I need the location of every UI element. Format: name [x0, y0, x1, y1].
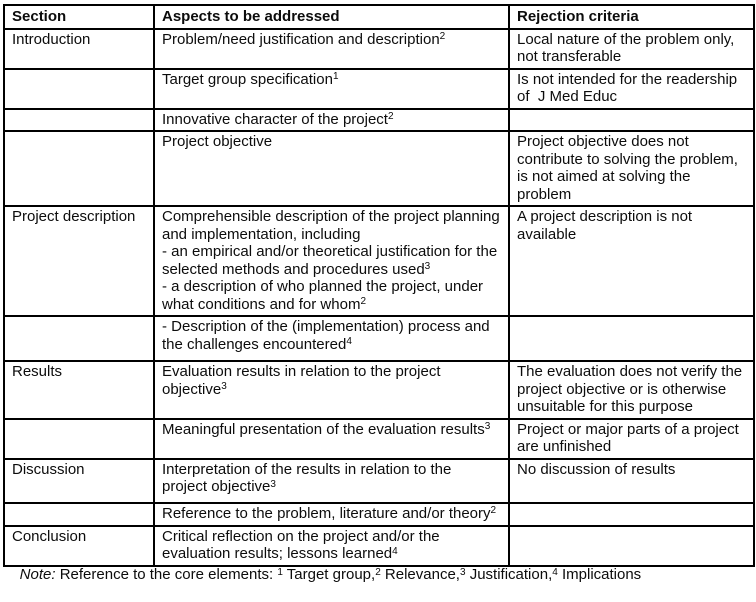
table-row	[4, 29, 754, 69]
cell-line: Discussion	[12, 460, 85, 478]
superscript-marker: 3	[424, 261, 431, 272]
cell-line: of J Med Educ	[517, 88, 618, 105]
rejection-cell	[509, 69, 754, 109]
cell-line: objective$^3$	[162, 380, 227, 398]
cell-line: Project objective	[162, 133, 273, 150]
cell-line: evaluation results; lessons learned$^4$	[162, 545, 398, 562]
cell-line: - a description of who planned the project, under	[162, 278, 484, 295]
superscript-marker: 1	[277, 566, 283, 578]
rejection-cell	[509, 503, 754, 526]
table-row	[4, 503, 754, 526]
section-cell	[4, 316, 154, 361]
column-header: Rejection criteria	[509, 5, 754, 29]
table-row	[4, 316, 754, 361]
section-cell	[4, 459, 154, 503]
cell-line: and implementation, including	[162, 225, 361, 243]
superscript-marker: 3	[459, 566, 466, 578]
table-row	[4, 69, 754, 109]
superscript-marker: 4	[552, 566, 558, 578]
rejection-cell	[509, 109, 754, 132]
superscript-marker: 4	[346, 336, 352, 347]
cell-line: not transferable	[517, 48, 622, 65]
superscript-marker: 3	[270, 478, 276, 490]
cell-line: Critical reflection on the project and/or the	[162, 527, 440, 545]
superscript-marker: 2	[490, 505, 497, 516]
column-header: Section	[4, 5, 154, 29]
superscript-marker: 2	[360, 296, 367, 307]
table-row	[4, 361, 754, 419]
superscript-marker: 2	[387, 111, 394, 122]
rejection-cell	[509, 131, 754, 206]
cell-line: Conclusion	[12, 527, 87, 545]
aspects-cell	[154, 419, 509, 459]
rejection-cell	[509, 29, 754, 69]
cell-line: are unfinished	[517, 438, 612, 455]
superscript-marker: 1	[332, 71, 339, 82]
section-cell	[4, 69, 154, 109]
cell-line: Innovative character of the project$^2$	[162, 110, 394, 128]
cell-line: The evaluation does not verify the	[517, 363, 743, 380]
table-row	[4, 206, 754, 316]
superscript-marker: 3	[221, 381, 227, 392]
header-row	[4, 5, 754, 29]
aspects-cell	[154, 109, 509, 132]
rejection-cell	[509, 206, 754, 316]
rejection-cell	[509, 361, 754, 419]
table-note	[3, 545, 642, 602]
table-body	[4, 29, 754, 566]
aspects-cell	[154, 29, 509, 69]
table-row	[4, 419, 754, 459]
cell-line: Results	[12, 363, 63, 380]
cell-line: Comprehensible description of the project planning	[162, 208, 500, 225]
cell-line: - an empirical and/or theoretical justification for the	[162, 243, 498, 260]
cell-line: Project description	[12, 208, 136, 225]
aspects-cell	[154, 206, 509, 316]
table-row	[4, 459, 754, 503]
cell-line: - Description of the (implementation) process and	[162, 318, 490, 335]
table-header	[4, 5, 754, 29]
cell-line: Project or major parts of a project	[517, 420, 739, 438]
rejection-cell	[509, 419, 754, 459]
cell-line: what conditions and for whom$^2$	[162, 295, 367, 313]
cell-line: project objective or is otherwise	[517, 380, 727, 398]
cell-line: Local nature of the problem only,	[517, 30, 735, 48]
cell-line: contribute to solving the problem,	[517, 150, 738, 168]
review-criteria-table	[3, 4, 755, 567]
aspects-cell	[154, 459, 509, 503]
cell-line: project objective$^3$	[162, 478, 276, 495]
section-cell	[4, 361, 154, 419]
cell-line: unsuitable for this purpose	[517, 398, 693, 415]
cell-line: Interpretation of the results in relation to the	[162, 460, 452, 478]
cell-line: Introduction	[12, 30, 91, 48]
table-row	[4, 131, 754, 206]
aspects-cell	[154, 503, 509, 526]
cell-line: problem	[517, 185, 572, 203]
cell-line: Problem/need justification and description$^2$	[162, 30, 446, 48]
section-cell	[4, 206, 154, 316]
section-cell	[4, 419, 154, 459]
cell-line: Meaningful presentation of the evaluation results$^3$	[162, 420, 491, 438]
aspects-cell	[154, 316, 509, 361]
cell-line: Target group specification$^1$	[162, 70, 339, 88]
rejection-cell	[509, 459, 754, 503]
cell-line: Project objective does not	[517, 133, 689, 150]
superscript-marker: 2	[439, 31, 446, 42]
column-header: Aspects to be addressed	[154, 5, 509, 29]
cell-line: Evaluation results in relation to the project	[162, 363, 441, 380]
section-cell	[4, 109, 154, 132]
cell-line: available	[517, 225, 577, 243]
section-cell	[4, 131, 154, 206]
section-cell	[4, 29, 154, 69]
table-row	[4, 109, 754, 132]
aspects-cell	[154, 69, 509, 109]
superscript-marker: 4	[392, 545, 398, 557]
rejection-cell	[509, 316, 754, 361]
note-text: Reference to the core elements: $^1$ Target group,$^2$ Relevance,$^3$ Justification,$^4$ Implications	[55, 566, 642, 583]
section-cell	[4, 503, 154, 526]
cell-line: A project description is not	[517, 208, 693, 225]
cell-line: Reference to the problem, literature and/or theory$^2$	[162, 504, 497, 522]
cell-line: Is not intended for the readership	[517, 70, 738, 88]
cell-line: selected methods and procedures used$^3$	[162, 260, 431, 278]
cell-line: the challenges encountered$^4$	[162, 335, 352, 353]
cell-line: is not aimed at solving the	[517, 168, 691, 185]
superscript-marker: 3	[484, 421, 491, 432]
aspects-cell	[154, 131, 509, 206]
aspects-cell	[154, 361, 509, 419]
note-label: Note:	[19, 566, 56, 583]
cell-line: No discussion of results	[517, 460, 676, 478]
superscript-marker: 2	[375, 566, 381, 578]
